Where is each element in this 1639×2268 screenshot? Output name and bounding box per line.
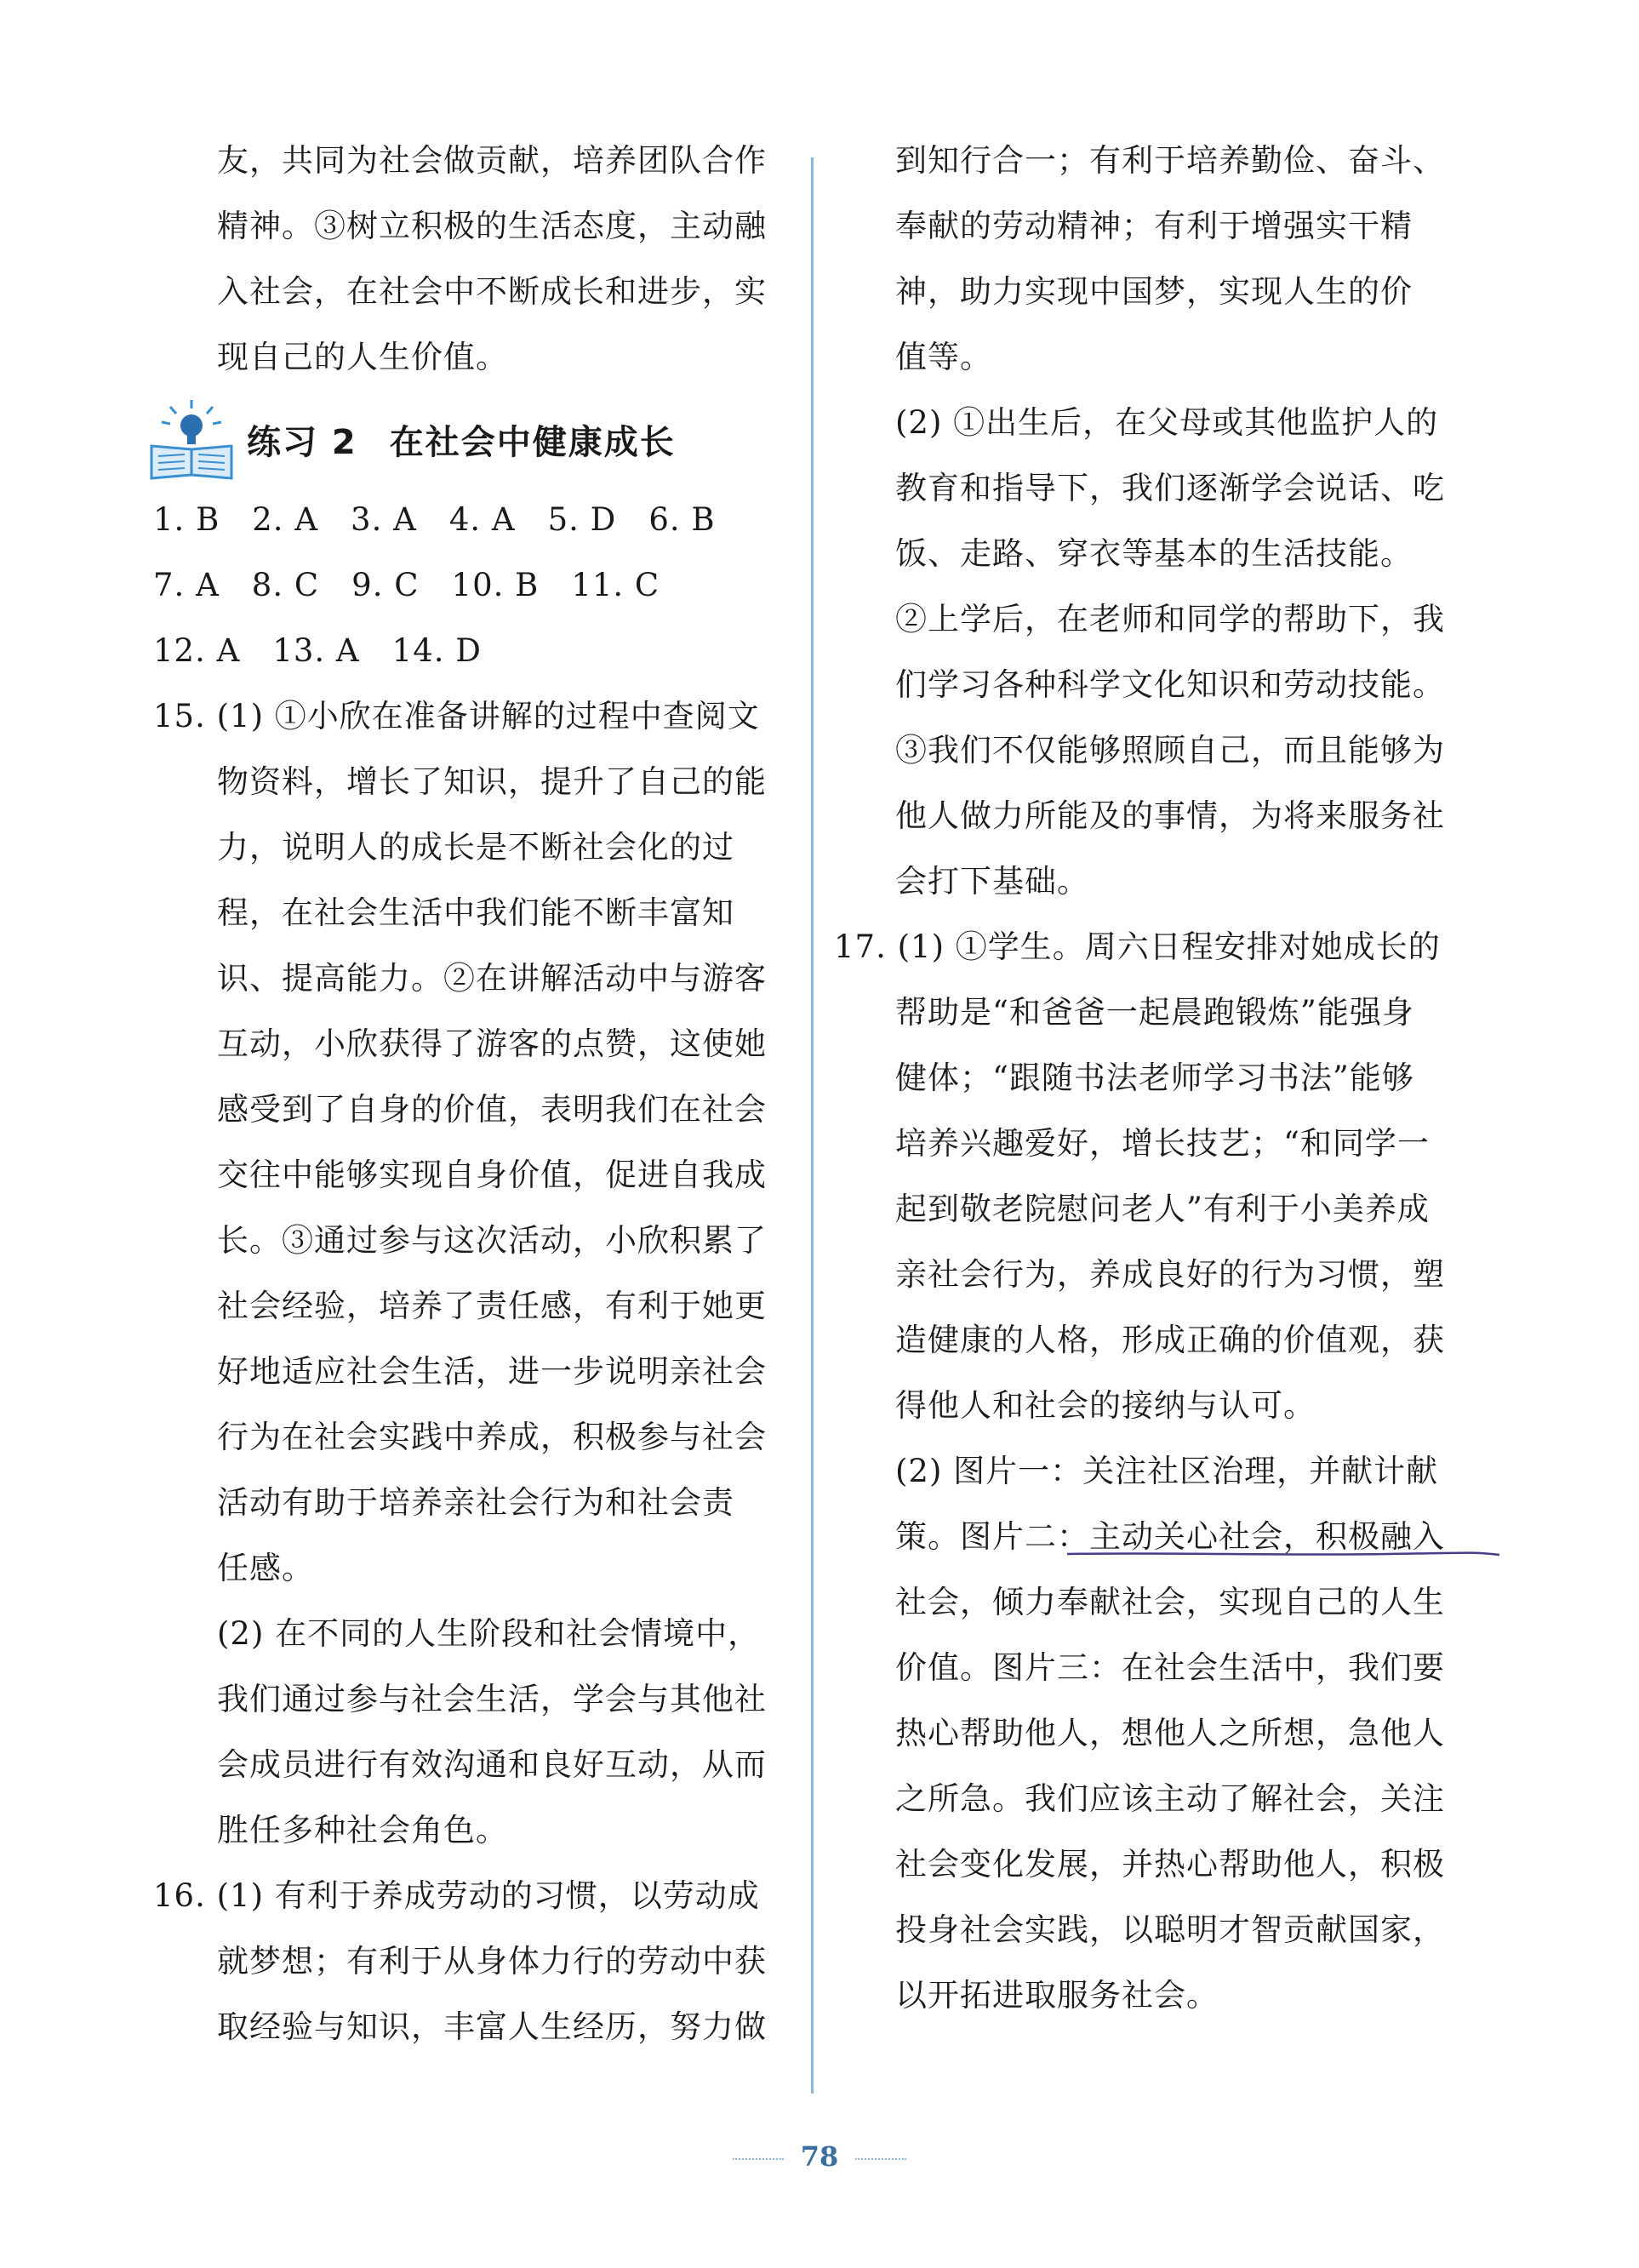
q17-line: 亲社会行为，养成良好的行为习惯，塑 [895,1256,1445,1293]
q16-cont-line: 他人做力所能及的事情，为将来服务社 [895,797,1445,834]
pen-underline-mark [1065,1547,1501,1564]
q17-line: 社会变化发展，并热心帮助他人，积极 [895,1846,1445,1882]
q17-line: 培养兴趣爱好，增长技艺；“和同学一 [895,1125,1430,1162]
q15-line: 交往中能够实现自身价值，促进自我成 [217,1157,767,1193]
mc-answers-line: 12. A 13. A 14. D [153,632,482,669]
q16-line: 就梦想；有利于从身体力行的劳动中获 [217,1943,767,1980]
q16-cont-line: 教育和指导下，我们逐渐学会说话、吃 [895,470,1445,506]
intro-line: 入社会，在社会中不断成长和进步，实 [217,273,767,310]
q15-line: 识、提高能力。②在讲解活动中与游客 [217,960,767,997]
right-column [834,128,1502,2028]
q15-line: 会成员进行有效沟通和良好互动，从而 [217,1746,767,1783]
section-title [247,415,676,464]
q15-line: 任感。 [217,1550,314,1586]
q17-line: 热心帮助他人，想他人之所想，急他人 [895,1715,1445,1751]
q17-line: 健体；“跟随书法老师学习书法”能够 [895,1060,1414,1096]
left-column [153,128,787,2059]
q16-cont-line: 饭、走路、穿衣等基本的生活技能。 [895,535,1413,572]
q15-line: (2) 在不同的人生阶段和社会情境中， [217,1615,761,1652]
exercise-label: 练习 2 [247,422,357,462]
q15-line: 胜任多种社会角色。 [217,1812,508,1848]
q17-line: 帮助是“和爸爸一起晨跑锻炼”能强身 [895,994,1414,1031]
q16-cont-line: 值等。 [895,339,992,375]
q17-line: 投身社会实践，以聪明才智贡献国家， [895,1911,1445,1948]
q15-line: 感受到了自身的价值，表明我们在社会 [217,1091,767,1128]
q17-line: 之所急。我们应该主动了解社会，关注 [895,1780,1445,1817]
footer-dots-left [733,2158,784,2160]
q16-cont-line: 们学习各种科学文化知识和劳动技能。 [895,666,1445,703]
q17-line: 以开拓进取服务社会。 [895,1977,1219,2014]
q16-line: 16. (1) 有利于养成劳动的习惯，以劳动成 [153,1877,760,1914]
column-divider [811,157,814,2094]
q16-cont-line: ②上学后，在老师和同学的帮助下，我 [895,601,1445,637]
q16-cont-line: 会打下基础。 [895,863,1089,900]
intro-line: 友，共同为社会做贡献，培养团队合作 [217,142,767,179]
q15-line: 活动有助于培养亲社会行为和社会责 [217,1484,734,1521]
q16-cont-line: 神，助力实现中国梦，实现人生的价 [895,273,1413,310]
q17-line: 17. (1) ①学生。周六日程安排对她成长的 [834,928,1441,965]
q15-line: 互动，小欣获得了游客的点赞，这使她 [217,1025,767,1062]
q15-line: 好地适应社会生活，进一步说明亲社会 [217,1353,767,1390]
q15-line: 力，说明人的成长是不断社会化的过 [217,829,734,865]
lightbulb-book-icon [145,397,238,482]
intro-line: 精神。③树立积极的生活态度，主动融 [217,208,767,244]
q17-line: (2) 图片一：关注社区治理，并献计献 [895,1453,1439,1489]
q17-line: 策。图片二：主动关心社会，积极融入 [895,1518,1445,1555]
mc-answers-line: 7. A 8. C 9. C 10. B 11. C [153,567,660,603]
q17-line: 价值。图片三：在社会生活中，我们要 [895,1649,1445,1686]
q17-line: 社会，倾力奉献社会，实现自己的人生 [895,1584,1445,1620]
q17-line: 造健康的人格，形成正确的价值观，获 [895,1322,1445,1358]
q16-cont-line: (2) ①出生后，在父母或其他监护人的 [895,404,1439,441]
section-heading [145,397,787,482]
q15-line: 行为在社会实践中养成，积极参与社会 [217,1419,767,1455]
q15-line: 我们通过参与社会生活，学会与其他社 [217,1681,767,1717]
q16-cont-line: 到知行合一；有利于培养勤俭、奋斗、 [895,142,1445,179]
q15-line: 程，在社会生活中我们能不断丰富知 [217,894,734,931]
q17-line: 起到敬老院慰问老人”有利于小美养成 [895,1191,1430,1227]
footer-dots-right [855,2158,906,2160]
q15-line: 物资料，增长了知识，提升了自己的能 [217,763,767,800]
q17-line: 得他人和社会的接纳与认可。 [895,1387,1316,1424]
intro-line: 现自己的人生价值。 [217,339,508,375]
q16-cont-line: 奉献的劳动精神；有利于增强实干精 [895,208,1413,244]
q16-cont-line: ③我们不仅能够照顾自己，而且能够为 [895,732,1445,768]
page-number: 78 [800,2140,839,2173]
page-footer [0,2140,1639,2173]
mc-answers-line: 1. B 2. A 3. A 4. A 5. D 6. B [153,501,716,538]
q15-line: 长。③通过参与这次活动，小欣积累了 [217,1222,767,1259]
q15-line: 15. (1) ①小欣在准备讲解的过程中查阅文 [153,698,760,734]
exercise-title: 在社会中健康成长 [389,422,676,462]
q16-line: 取经验与知识，丰富人生经历，努力做 [217,2008,767,2045]
q15-line: 社会经验，培养了责任感，有利于她更 [217,1288,767,1324]
